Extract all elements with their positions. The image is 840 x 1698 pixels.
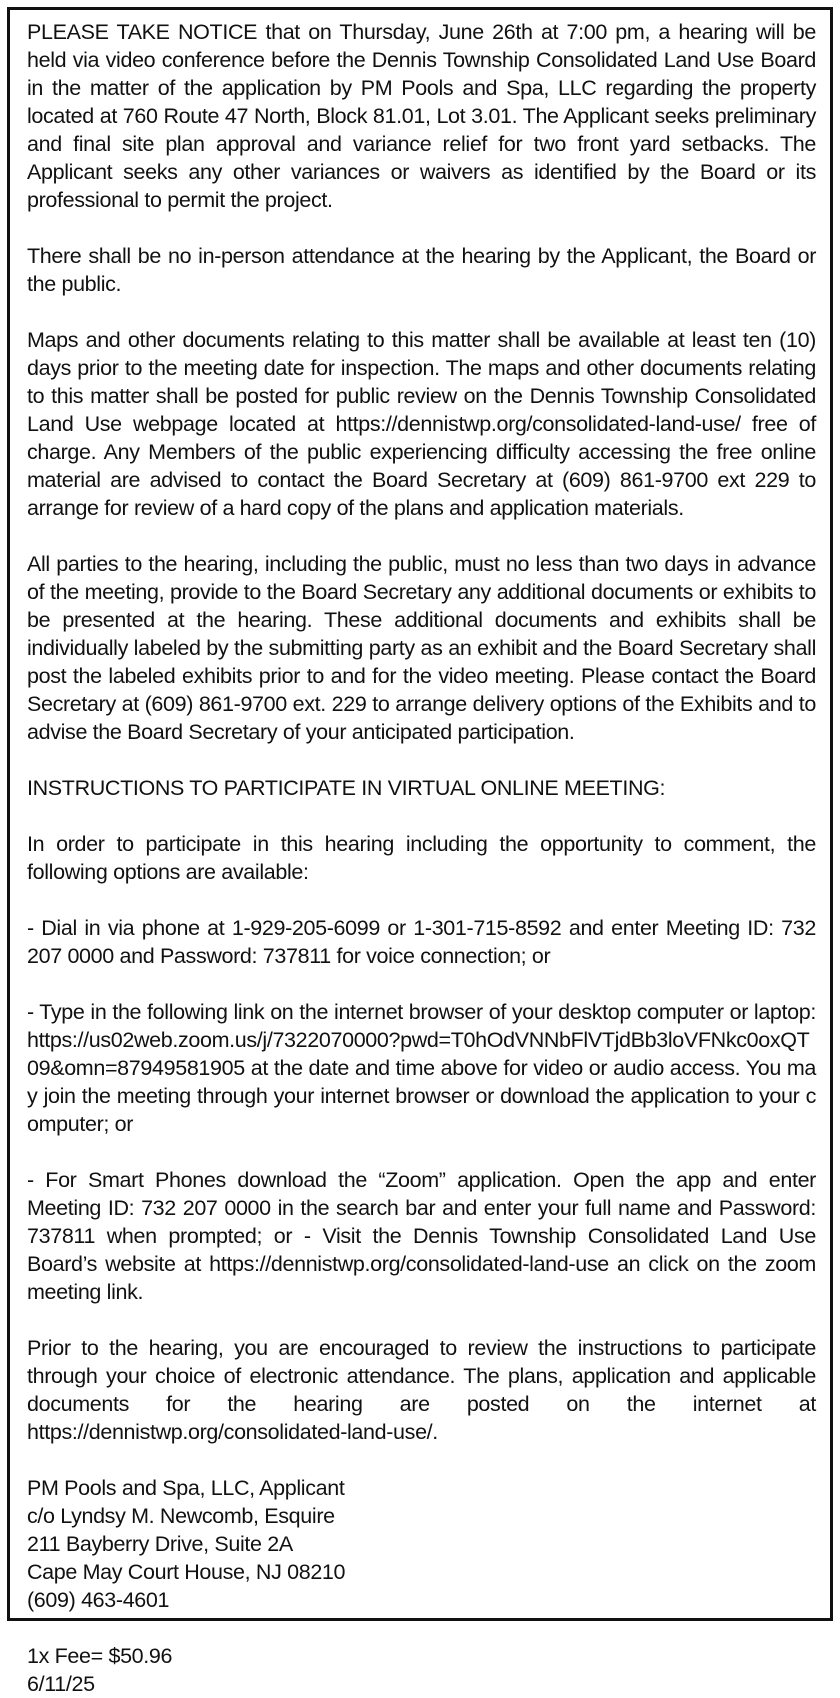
notice-paragraph-options: In order to participate in this hearing including the opportunity to comment, the following options are available: bbox=[27, 832, 816, 884]
fee-block bbox=[27, 1642, 816, 1698]
attorney-name: c/o Lyndsy M. Newcomb, Esquire bbox=[27, 1504, 335, 1528]
option-smart-phone: - For Smart Phones download the “Zoom” application. Open the app and enter Meeting ID: 732 207 0000 in the search bar and enter your full name and Password: 737811 when prompted; or - Visit the Dennis Township Consolidated Land Use Board’s website at https://dennistwp.org/consolidated-land-use an click on the zoom meeting link. bbox=[27, 1168, 816, 1304]
publication-date: 6/11/25 bbox=[27, 1672, 95, 1696]
notice-paragraph-prior: Prior to the hearing, you are encouraged to review the instructions to participate through your choice of electronic attendance. The plans, application and applicable documents for the hearing are posted on the internet at https://dennistwp.org/consolidated-land-use/. bbox=[27, 1336, 816, 1444]
instructions-heading: INSTRUCTIONS TO PARTICIPATE IN VIRTUAL ONLINE MEETING: bbox=[27, 776, 666, 800]
legal-notice bbox=[7, 7, 833, 1696]
address-line-2: Cape May Court House, NJ 08210 bbox=[27, 1560, 346, 1584]
signature-block bbox=[27, 1474, 816, 1614]
phone-number: (609) 463-4601 bbox=[27, 1588, 170, 1612]
address-line-1: 211 Bayberry Drive, Suite 2A bbox=[27, 1532, 293, 1556]
option-dial-in: - Dial in via phone at 1-929-205-6099 or 1-301-715-8592 and enter Meeting ID: 732 207 0000 and Password: 737811 for voice connection; or bbox=[27, 916, 816, 968]
option-web-link: - Type in the following link on the internet browser of your desktop computer or laptop: https://us02web.zoom.us/j/7322070000?pwd=T0hOdVNNbFlVTjdBb3loVFNkc0oxQT09&omn=87949581905 at the date and time above for video or audio access. You may join the meeting through your internet browser or download the application to your computer; or bbox=[27, 1000, 816, 1136]
notice-paragraph-documents: Maps and other documents relating to this matter shall be available at least ten (10) days prior to the meeting date for inspection. The maps and other documents relating to this matter shall be posted for public review on the Dennis Township Consolidated Land Use webpage located at https://dennistwp.org/consolidated-land-use/ free of charge. Any Members of the public experiencing difficulty accessing the free online material are advised to contact the Board Secretary at (609) 861-9700 ext 229 to arrange for review of a hard copy of the plans and application materials. bbox=[27, 328, 816, 520]
fee-text: 1x Fee= $50.96 bbox=[27, 1644, 173, 1668]
notice-paragraph-hearing: PLEASE TAKE NOTICE that on Thursday, June 26th at 7:00 pm, a hearing will be held via video conference before the Dennis Township Consolidated Land Use Board in the matter of the application by PM Pools and Spa, LLC regarding the property located at 760 Route 47 North, Block 81.01, Lot 3.01. The Applicant seeks preliminary and final site plan approval and variance relief for two front yard setbacks. The Applicant seeks any other variances or waivers as identified by the Board or its professional to permit the project. bbox=[27, 20, 816, 212]
notice-paragraph-attendance: There shall be no in-person attendance at the hearing by the Applicant, the Board or the public. bbox=[27, 244, 816, 296]
notice-paragraph-exhibits: All parties to the hearing, including the public, must no less than two days in advance of the meeting, provide to the Board Secretary any additional documents or exhibits to be presented at the hearing. These additional documents and exhibits shall be individually labeled by the submitting party as an exhibit and the Board Secretary shall post the labeled exhibits prior to and for the video meeting. Please contact the Board Secretary at (609) 861-9700 ext. 229 to arrange delivery options of the Exhibits and to advise the Board Secretary of your anticipated participation. bbox=[27, 552, 816, 744]
applicant-name: PM Pools and Spa, LLC, Applicant bbox=[27, 1476, 345, 1500]
